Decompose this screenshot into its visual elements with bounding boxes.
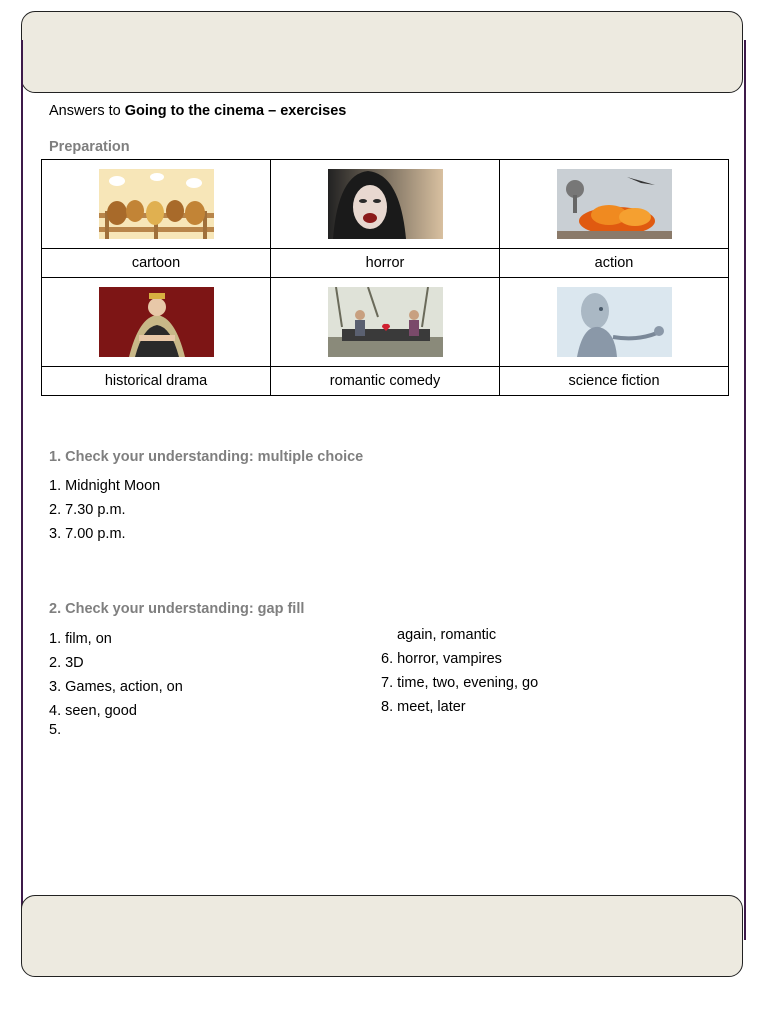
genre-label-row	[42, 249, 729, 278]
footer-band	[21, 895, 743, 977]
action-explosion-image	[557, 169, 672, 239]
genre-label: horror	[271, 249, 500, 278]
section1-heading: 1. Check your understanding: multiple choice	[49, 449, 364, 465]
multiple-choice-answers	[49, 474, 160, 546]
genre-label-row	[42, 367, 729, 396]
answer-item: 3. Games, action, on	[49, 679, 183, 695]
answer-item: 7. time, two, evening, go	[381, 675, 539, 691]
section2-heading: 2. Check your understanding: gap fill	[49, 601, 305, 617]
genre-label: science fiction	[500, 367, 729, 396]
genre-image-cell	[42, 160, 271, 249]
genre-label: cartoon	[42, 249, 271, 278]
horror-vampire-image	[328, 169, 443, 239]
historical-king-image	[99, 287, 214, 357]
genre-image-row	[42, 278, 729, 367]
answer-item: 1. film, on	[49, 631, 112, 647]
romantic-bench-image	[328, 287, 443, 357]
page-title	[49, 103, 346, 119]
answer-item: 1. Midnight Moon	[49, 478, 161, 494]
genre-label: action	[500, 249, 729, 278]
title-bold: Going to the cinema – exercises	[124, 103, 347, 119]
genre-label: historical drama	[42, 367, 271, 396]
answer-item: 8. meet, later	[381, 699, 466, 715]
preparation-heading: Preparation	[49, 139, 130, 155]
genre-image-cell	[500, 160, 729, 249]
answer-item: again, romantic	[397, 627, 497, 643]
scifi-robot-image	[557, 287, 672, 357]
cartoon-horses-image	[99, 169, 214, 239]
genre-image-cell	[42, 278, 271, 367]
genre-image-cell	[500, 278, 729, 367]
genre-table	[41, 159, 729, 396]
answer-item: 6. horror, vampires	[381, 651, 502, 667]
genre-label: romantic comedy	[271, 367, 500, 396]
genre-image-row	[42, 160, 729, 249]
title-prefix: Answers to	[49, 103, 125, 119]
gap-fill-answers-left	[49, 627, 183, 723]
gap-fill-answers-right	[381, 647, 538, 719]
genre-image-cell	[271, 278, 500, 367]
answer-item: 2. 3D	[49, 655, 84, 671]
answer-item: 2. 7.30 p.m.	[49, 502, 126, 518]
answer-item: 4. seen, good	[49, 703, 137, 719]
genre-image-cell	[271, 160, 500, 249]
answer-item: 3. 7.00 p.m.	[49, 526, 126, 542]
answer-item: 5.	[49, 722, 62, 738]
